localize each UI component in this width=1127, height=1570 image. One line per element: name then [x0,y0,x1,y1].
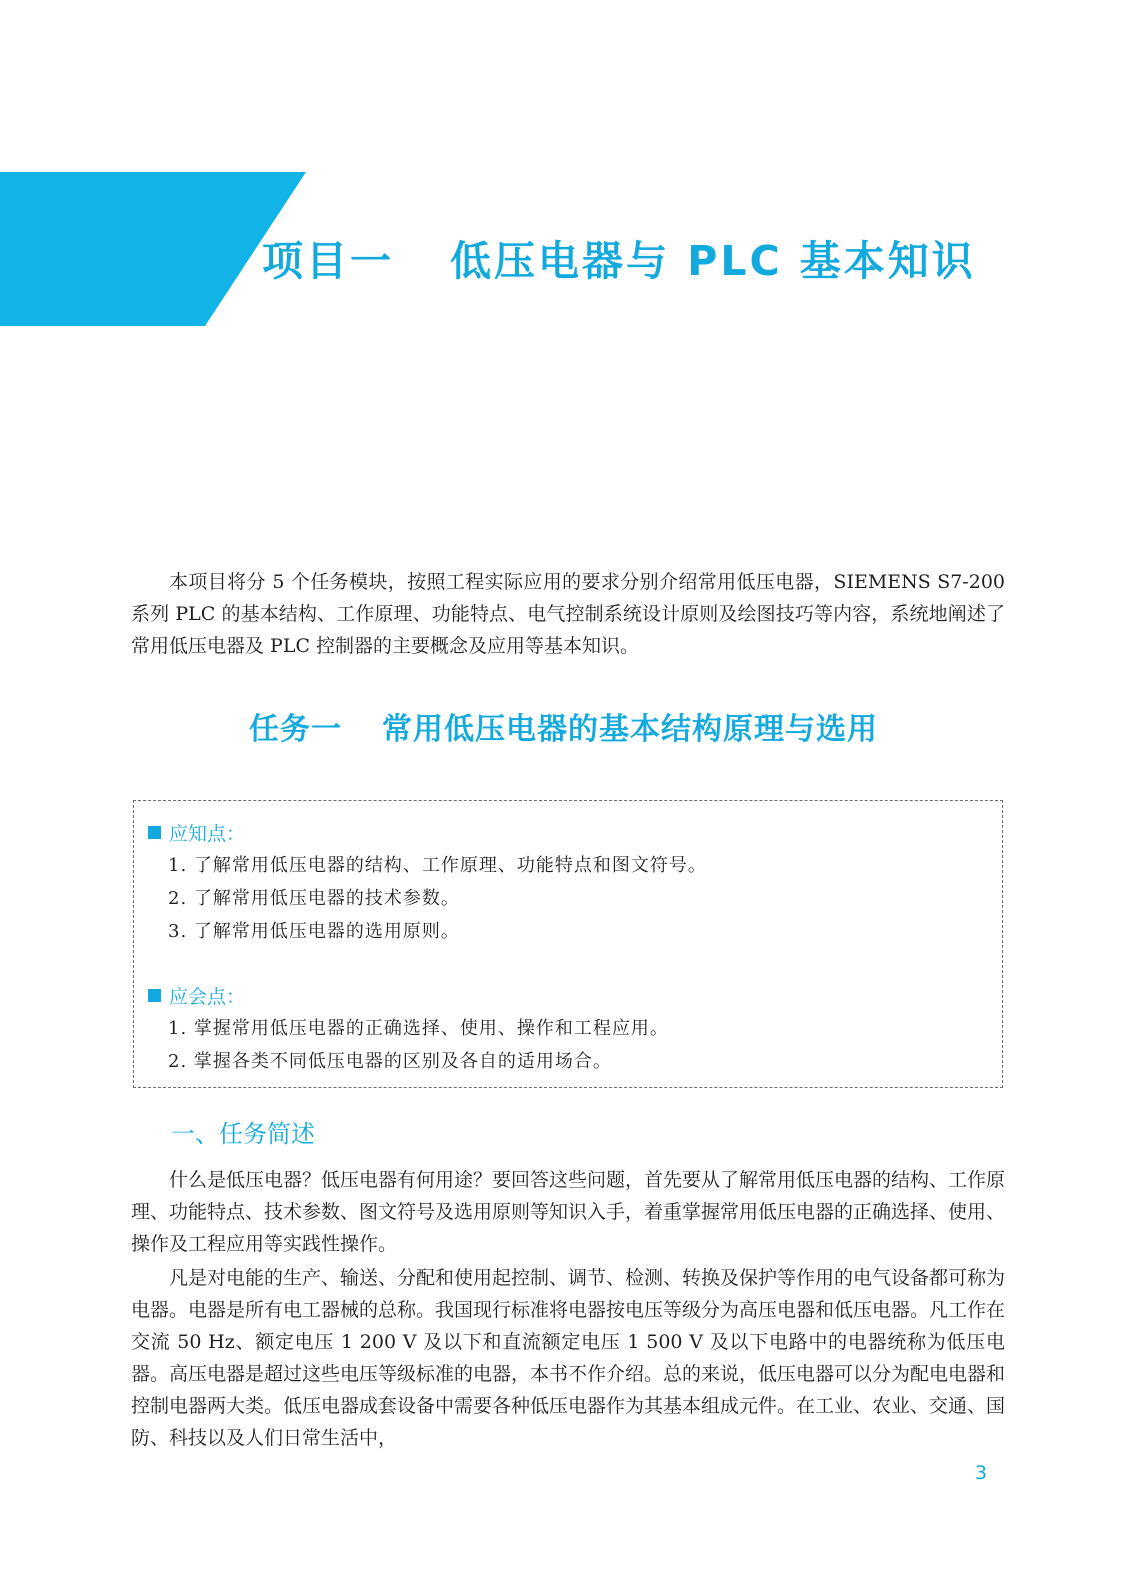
task-prefix: 任务一 [249,712,342,747]
list-item: 1. 掌握常用低压电器的正确选择、使用、操作和工程应用。 [168,1018,669,1039]
list-item: 2. 了解常用低压电器的技术参数。 [168,888,460,909]
chapter-title [262,228,976,287]
know-points-heading: 应知点： [148,819,245,846]
body-paragraph: 凡是对电能的生产、输送、分配和使用起控制、调节、检测、转换及保护等作用的电气设备都可称为电器。电器是所有电工器械的总称。我国现行标准将电器按电压等级分为高压电器和低压电器。凡工作在交流 50 Hz、额定电压 1 200 V 及以下和直流额定电压 1 500 V 及以下电路中的电器统称为低压电器。高压电器是超过这些电压等级标准的电器，本书不作介绍。总的来说，低压电器可以分为配电电器和控制电器两大类。低压电器成套设备中需要各种低压电器作为其基本组成元件。在工业、农业、交通、国防、科技以及人们日常生活中， [131,1267,1006,1449]
chapter-banner [0,172,306,326]
section-heading: 一、任务简述 [171,1120,315,1148]
task-title [0,704,1127,748]
list-item: 1. 了解常用低压电器的结构、工作原理、功能特点和图文符号。 [168,855,707,876]
list-item: 3. 了解常用低压电器的选用原则。 [168,921,460,942]
know-points-list [168,849,707,948]
square-bullet-icon [148,989,161,1002]
square-bullet-icon [148,826,161,839]
skill-points-heading: 应会点： [148,982,245,1009]
task-title-text: 常用低压电器的基本结构原理与选用 [382,712,878,747]
learning-objectives-box [133,800,1003,1088]
chapter-prefix: 项目一 [262,237,394,285]
page-number: 3 [975,1462,988,1484]
list-item: 2. 掌握各类不同低压电器的区别及各自的适用场合。 [168,1051,612,1072]
skill-points-list [168,1012,669,1078]
body-paragraph: 什么是低压电器？低压电器有何用途？要回答这些问题，首先要从了解常用低压电器的结构、工作原理、功能特点、技术参数、图文符号及选用原则等知识入手，着重掌握常用低压电器的正确选择、使用、操作及工程应用等实践性操作。 [131,1169,1006,1255]
intro-paragraph: 本项目将分 5 个任务模块，按照工程实际应用的要求分别介绍常用低压电器，SIEMENS S7-200 系列 PLC 的基本结构、工作原理、功能特点、电气控制系统设计原则及绘图技巧等内容，系统地阐述了常用低压电器及 PLC 控制器的主要概念及应用等基本知识。 [131,571,1005,657]
chapter-title-text: 低压电器与 PLC 基本知识 [450,237,976,285]
